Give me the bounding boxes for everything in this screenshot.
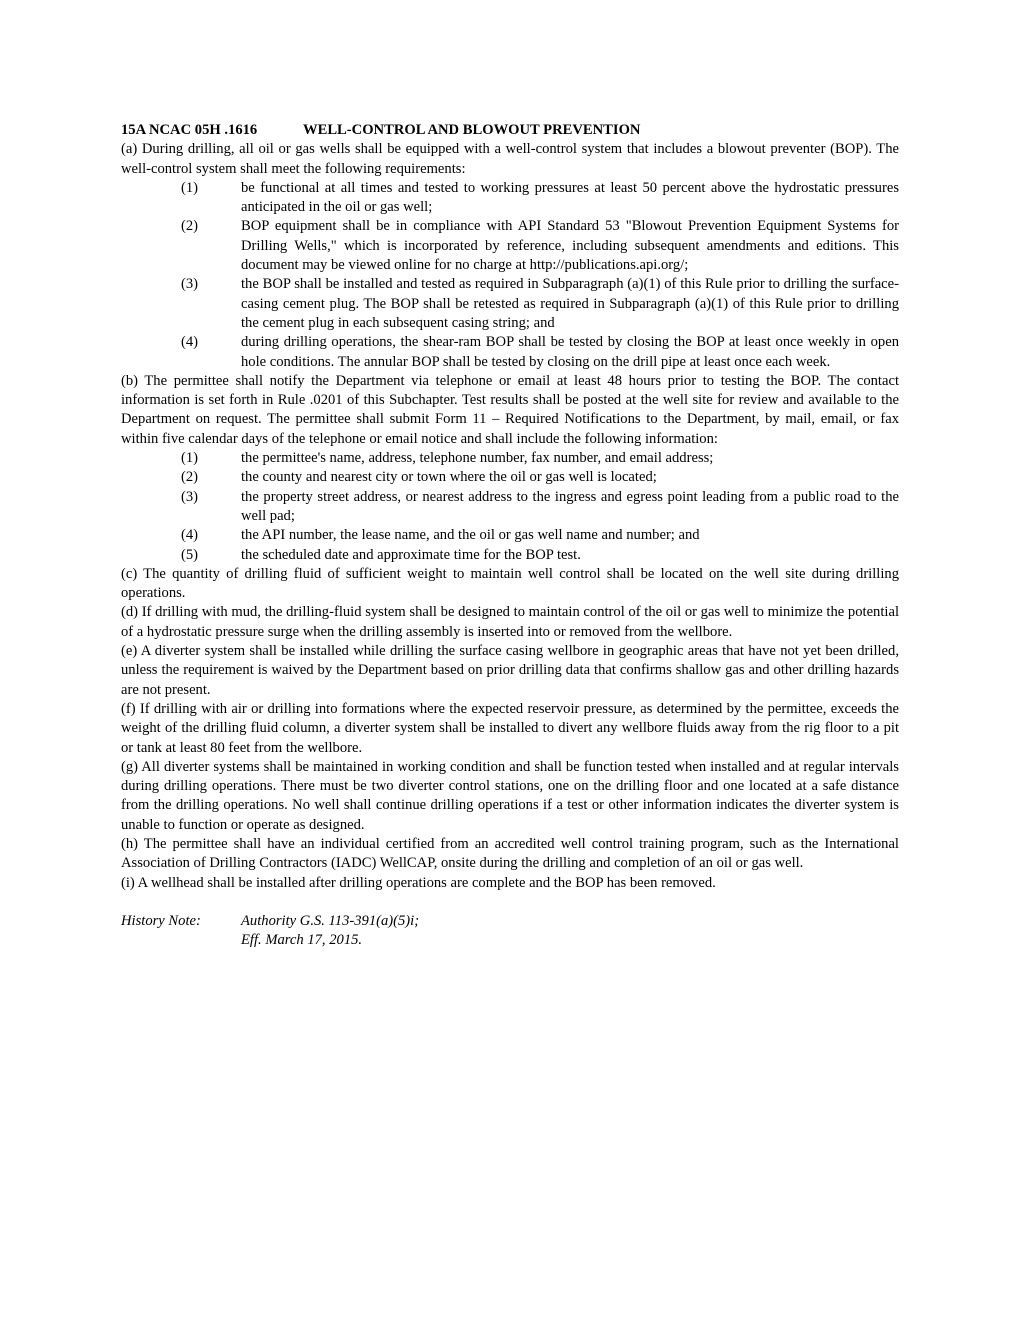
list-item: [121, 275, 899, 333]
item-number: (3): [181, 488, 199, 505]
item-text: the property street address, or nearest address to the ingress and egress point leading from a public road to the well pad;: [241, 488, 899, 524]
rule-number: 15A NCAC 05H .1616: [121, 122, 258, 138]
item-text: the permittee's name, address, telephone number, fax number, and email address;: [241, 450, 714, 467]
item-text: the scheduled date and approximate time for the BOP test.: [241, 546, 581, 563]
list-item: [121, 333, 899, 372]
paragraph-h: (h) The permittee shall have an individual certified from an accredited well control training program, such as the International Association of Drilling Contractors (IADC) WellCAP, onsite during the drilling and completion of an oil or gas well.: [121, 835, 899, 872]
spacer: [121, 893, 899, 912]
list-item: [121, 449, 899, 468]
paragraph-f: (f) If drilling with air or drilling into formations where the expected reservoir pressure, as determined by the permittee, exceeds the weight of the drilling fluid column, a diverter system shall be installed to divert any wellbore fluids away from the rig floor to a pit or tank at least 80 feet from the wellbore.: [121, 700, 899, 756]
item-number: (2): [181, 218, 199, 235]
item-text: the API number, the lease name, and the oil or gas well name and number; and: [241, 527, 700, 544]
item-number: (4): [181, 334, 199, 351]
paragraph-e: (e) A diverter system shall be installed while drilling the surface casing wellbore in geographic areas that have not yet been drilled, unless the requirement is waived by the Department based on prior drilling data that confirms shallow gas and other drilling hazards are not present.: [121, 643, 899, 698]
item-number: (4): [181, 527, 199, 544]
list-item: [121, 488, 899, 527]
item-text: the county and nearest city or town where the oil or gas well is located;: [241, 469, 657, 486]
list-item: [121, 217, 899, 275]
paragraph-a: (a) During drilling, all oil or gas wells shall be equipped with a well-control system that includes a blowout preventer (BOP). The well-control system shall meet the following requirements:: [121, 141, 899, 177]
item-text: the BOP shall be installed and tested as required in Subparagraph (a)(1) of this Rule prior to drilling the surface-casing cement plug. The BOP shall be retested as required in Subparagraph (a)(1) of this Rule prior to drilling the cement plug in each subsequent casing string; and: [241, 276, 899, 331]
paragraph-g: (g) All diverter systems shall be maintained in working condition and shall be function tested when installed and at regular intervals during drilling operations. There must be two diverter control stations, one on the drilling floor and one located at a safe distance from the drilling operations. No well shall continue drilling operations if a test or other information indicates the diverter system is unable to function or operate as designed.: [121, 758, 899, 833]
rule-name: WELL-CONTROL AND BLOWOUT PREVENTION: [303, 122, 641, 138]
item-text: BOP equipment shall be in compliance with API Standard 53 "Blowout Prevention Equipment Systems for Drilling Wells," which is incorporated by reference, including subsequent amendments and editions. This document may be viewed online for no charge at http://publications.api.org/;: [241, 218, 899, 274]
item-text: during drilling operations, the shear-ram BOP shall be tested by closing the BOP at least once weekly in open hole conditions. The annular BOP shall be tested by closing on the drill pipe at least once each week.: [241, 334, 899, 370]
item-number: (3): [181, 276, 199, 293]
history-note: [121, 912, 899, 951]
rule-document: [121, 121, 899, 950]
paragraph-i: (i) A wellhead shall be installed after drilling operations are complete and the BOP has been removed.: [121, 874, 716, 891]
paragraph-c: (c) The quantity of drilling fluid of sufficient weight to maintain well control shall be located on the well site during drilling operations.: [121, 565, 899, 602]
item-number: (2): [181, 469, 199, 486]
item-number: (5): [181, 546, 199, 563]
history-authority: Authority G.S. 113-391(a)(5)i;: [241, 912, 420, 929]
item-number: (1): [181, 450, 199, 467]
rule-title: [121, 121, 899, 140]
list-item: [121, 468, 899, 487]
paragraph-b: (b) The permittee shall notify the Department via telephone or email at least 48 hours prior to testing the BOP. The contact information is set forth in Rule .0201 of this Subchapter. Test results shall be posted at the well site for review and available to the Department on request. The permittee shall submit Form 11 – Required Notifications to the Department, by mail, email, or fax within five calendar days of the telephone or email notice and shall include the following information:: [121, 372, 899, 447]
list-item: [121, 179, 899, 218]
history-lines: [241, 912, 419, 951]
history-label: History Note:: [121, 912, 201, 929]
list-item: [121, 546, 899, 565]
item-text: be functional at all times and tested to working pressures at least 50 percent above the hydrostatic pressures anticipated in the oil or gas well;: [241, 179, 899, 216]
list-item: [121, 526, 899, 545]
item-number: (1): [181, 179, 199, 196]
paragraph-d: (d) If drilling with mud, the drilling-fluid system shall be designed to maintain control of the oil or gas well to minimize the potential of a hydrostatic pressure surge when the drilling assembly is inserted into or removed from the wellbore.: [121, 604, 899, 640]
history-effective: Eff. March 17, 2015.: [241, 932, 363, 949]
